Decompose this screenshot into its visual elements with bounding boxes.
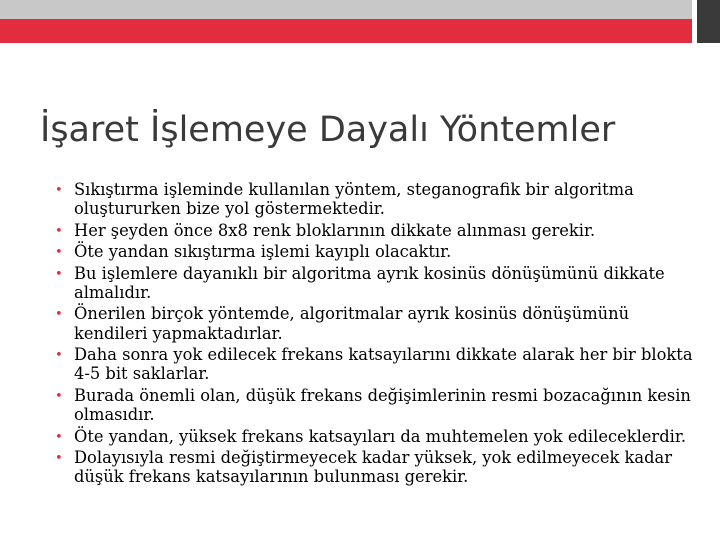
slide-title: İşaret İşlemeye Dayalı Yöntemler xyxy=(40,110,616,150)
bullet-icon: • xyxy=(55,348,63,364)
bullet-list xyxy=(42,180,702,489)
header-grey-bar xyxy=(0,0,692,19)
header-decoration xyxy=(0,0,720,43)
bullet-icon: • xyxy=(55,451,63,467)
bullet-icon: • xyxy=(55,245,63,261)
bullet-text: Öte yandan sıkıştırma işlemi kayıplı olacaktır. xyxy=(74,242,452,262)
bullet-icon: • xyxy=(55,223,63,239)
bullet-item xyxy=(42,427,702,446)
bullet-item xyxy=(42,221,702,240)
bullet-item xyxy=(42,386,702,424)
bullet-text: Önerilen birçok yöntemde, algoritmalar ayrık kosinüs dönüşümünü kendileri yapmaktadırlar. xyxy=(74,304,630,343)
bullet-text: Öte yandan, yüksek frekans katsayıları da muhtemelen yok edileceklerdir. xyxy=(74,426,686,446)
bullet-item xyxy=(42,448,702,486)
bullet-icon: • xyxy=(55,307,63,323)
bullet-text: Daha sonra yok edilecek frekans katsayılarını dikkate alarak her bir blokta 4-5 bit saklarlar. xyxy=(74,345,693,384)
bullet-item xyxy=(42,304,702,342)
bullet-text: Dolayısıyla resmi değiştirmeyecek kadar yüksek, yok edilmeyecek kadar düşük frekans katsayılarının bulunması gerekir. xyxy=(74,448,673,487)
header-accent-bar xyxy=(0,19,692,43)
bullet-text: Sıkıştırma işleminde kullanılan yöntem, steganografik bir algoritma oluştururken bize yol göstermektedir. xyxy=(74,180,634,219)
bullet-item xyxy=(42,345,702,383)
bullet-icon: • xyxy=(55,429,63,445)
bullet-item xyxy=(42,180,702,218)
bullet-icon: • xyxy=(55,266,63,282)
bullet-text: Her şeyden önce 8x8 renk bloklarının dikkate alınması gerekir. xyxy=(74,220,596,240)
bullet-item xyxy=(42,264,702,302)
header-corner-block xyxy=(697,0,720,43)
bullet-text: Burada önemli olan, düşük frekans değişimlerinin resmi bozacağının kesin olmasıdır. xyxy=(74,385,691,425)
bullet-icon: • xyxy=(55,388,63,404)
bullet-text: Bu işlemlere dayanıklı bir algoritma ayrık kosinüs dönüşümünü dikkate almalıdır. xyxy=(74,263,665,302)
bullet-icon: • xyxy=(55,183,63,198)
bullet-item xyxy=(42,242,702,261)
